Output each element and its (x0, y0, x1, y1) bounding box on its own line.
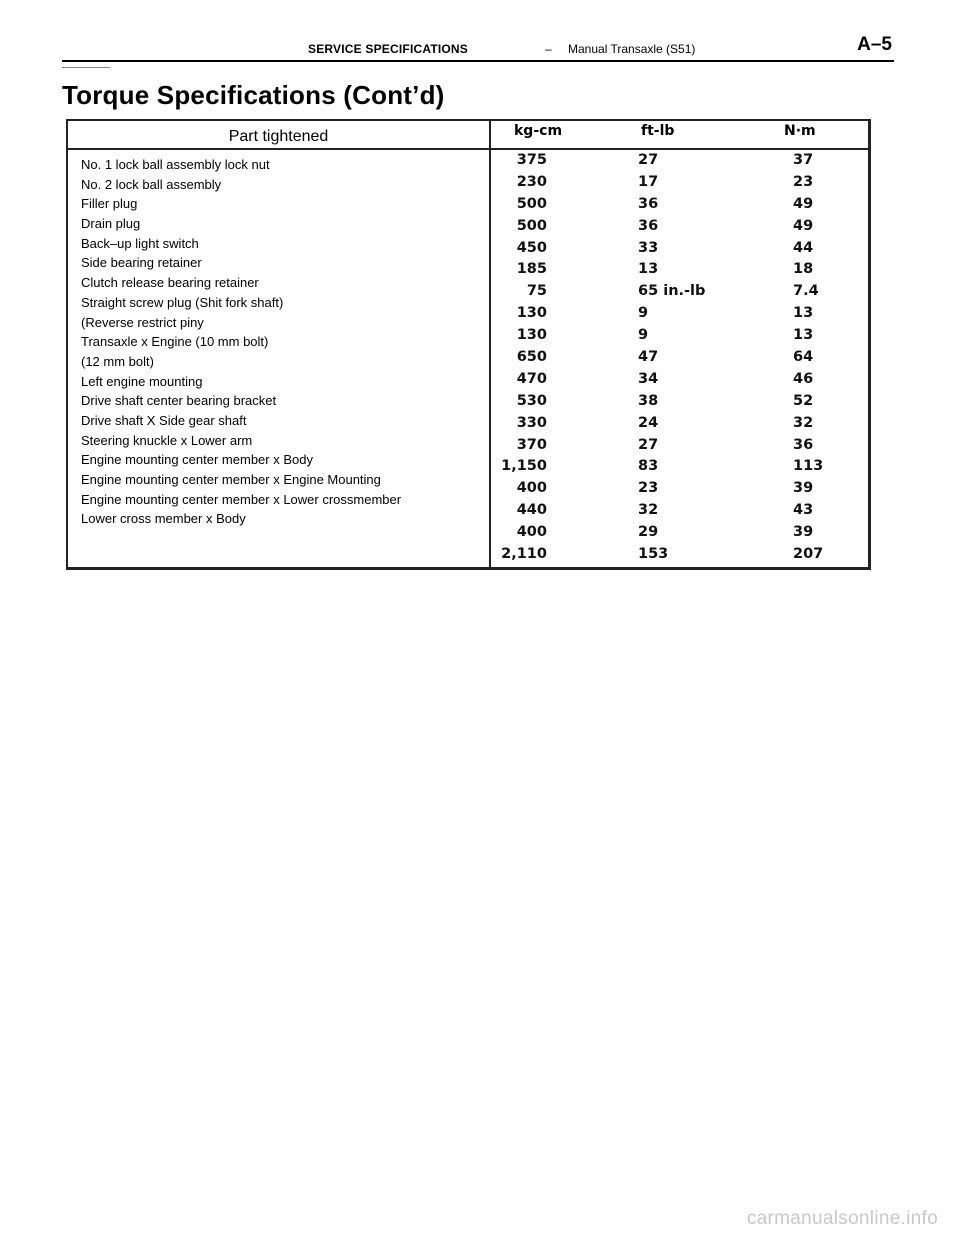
nm-value: 36 (793, 436, 814, 453)
nm-value: 13 (793, 305, 814, 322)
kg-value: 2,110 (501, 546, 547, 563)
header-section-title: SERVICE SPECIFICATIONS (308, 42, 468, 56)
ft-value: 36 (638, 217, 659, 234)
ft-value: 9 (638, 305, 649, 322)
ft-lb-header: ft-lb (641, 123, 675, 139)
table-row (490, 281, 870, 303)
part-item: (Reverse restrict piny (81, 314, 204, 330)
table-row (490, 391, 870, 413)
nm-value: 44 (793, 239, 814, 256)
table-row (490, 325, 870, 347)
page-header (62, 34, 894, 62)
part-item: Side bearing retainer (81, 255, 202, 271)
header-subsection-title: Manual Transaxle (S51) (568, 42, 696, 56)
nm-value: 46 (793, 370, 814, 387)
table-row (490, 544, 870, 566)
decorative-rule (62, 67, 110, 68)
nm-value: 43 (793, 502, 814, 519)
ft-value: 33 (638, 239, 659, 256)
kg-value: 370 (516, 436, 547, 453)
table-row (490, 369, 870, 391)
ft-value: 153 (638, 546, 669, 563)
kg-value: 130 (516, 327, 547, 344)
ft-value: 27 (638, 152, 659, 168)
header-separator: – (545, 42, 552, 56)
nm-header: N·m (784, 123, 816, 139)
ft-value: 29 (638, 524, 659, 541)
ft-value: 38 (638, 392, 659, 409)
ft-value: 9 (638, 327, 649, 344)
part-item: Lower cross member x Body (81, 511, 246, 527)
table-row (490, 238, 870, 260)
watermark: carmanualsonline.info (746, 1208, 938, 1229)
page-title: Torque Specifications (Cont’d) (62, 80, 445, 110)
table-row (490, 259, 870, 281)
nm-value: 13 (793, 327, 814, 344)
part-item: Steering knuckle x Lower arm (81, 432, 253, 448)
part-item: No. 2 lock ball assembly (81, 176, 222, 192)
nm-value: 64 (793, 349, 814, 366)
kg-value: 185 (516, 261, 547, 278)
ft-value: 34 (638, 370, 659, 387)
nm-value: 32 (793, 414, 814, 431)
nm-value: 49 (793, 217, 814, 234)
table-row (490, 478, 870, 500)
nm-value: 49 (793, 195, 814, 212)
part-item: Straight screw plug (Shit fork shaft) (81, 294, 284, 310)
part-item: (12 mm bolt) (81, 353, 154, 369)
nm-value: 52 (793, 392, 814, 409)
ft-value: 36 (638, 195, 659, 212)
part-item: Drain plug (81, 216, 141, 232)
part-item: Drive shaft center bearing bracket (81, 393, 277, 409)
nm-value: 113 (793, 458, 824, 475)
ft-value: 83 (638, 458, 659, 475)
nm-value: 207 (793, 546, 824, 563)
ft-value: 27 (638, 436, 659, 453)
kg-cm-header: kg-cm (514, 123, 563, 139)
nm-value: 39 (793, 480, 814, 497)
table-row (490, 303, 870, 325)
kg-value: 530 (516, 392, 547, 409)
part-item: No. 1 lock ball assembly lock nut (81, 157, 270, 172)
kg-value: 75 (526, 283, 547, 300)
part-item: Clutch release bearing retainer (81, 275, 259, 291)
part-item: Transaxle x Engine (10 mm bolt) (81, 334, 269, 350)
table-row (490, 413, 870, 435)
kg-value: 500 (516, 195, 547, 212)
kg-value: 330 (516, 414, 547, 431)
kg-value: 375 (516, 152, 547, 168)
ft-value: 32 (638, 502, 659, 519)
part-item: Left engine mounting (81, 373, 203, 389)
ft-value: 47 (638, 349, 659, 366)
kg-value: 500 (516, 217, 547, 234)
nm-value: 7.4 (793, 283, 819, 300)
table-row (490, 500, 870, 522)
table-row (490, 347, 870, 369)
ft-value: 13 (638, 261, 659, 278)
part-tightened-header: Part tightened (228, 128, 329, 145)
nm-value: 23 (793, 173, 814, 190)
ft-value: 24 (638, 414, 659, 431)
table-row (490, 194, 870, 216)
table-row (490, 456, 870, 478)
part-item: Back–up light switch (81, 235, 199, 251)
table-row (490, 150, 870, 172)
table-row (490, 435, 870, 457)
nm-value: 37 (793, 152, 814, 168)
part-item: Engine mounting center member x Body (81, 452, 313, 468)
kg-value: 450 (516, 239, 547, 256)
part-item: Filler plug (81, 196, 138, 212)
part-item: Engine mounting center member x Engine Mounting (81, 472, 381, 487)
ft-value: 23 (638, 480, 659, 497)
kg-value: 470 (516, 370, 547, 387)
part-item: Drive shaft X Side gear shaft (81, 412, 247, 428)
table-row (490, 522, 870, 544)
kg-value: 1,150 (501, 458, 547, 475)
kg-value: 130 (516, 305, 547, 322)
ft-value: 17 (638, 173, 659, 190)
part-item: Engine mounting center member x Lower crossmember (81, 491, 402, 507)
table-row (490, 172, 870, 194)
kg-value: 400 (516, 524, 547, 541)
kg-value: 400 (516, 480, 547, 497)
torque-values (490, 150, 870, 566)
page-number: A–5 (857, 34, 892, 55)
nm-value: 39 (793, 524, 814, 541)
parts-list (81, 155, 401, 529)
nm-value: 18 (793, 261, 814, 278)
kg-value: 440 (516, 502, 547, 519)
kg-value: 230 (516, 173, 547, 190)
ft-value: 65 in.-lb (638, 283, 706, 300)
table-row (490, 216, 870, 238)
kg-value: 650 (516, 349, 547, 366)
